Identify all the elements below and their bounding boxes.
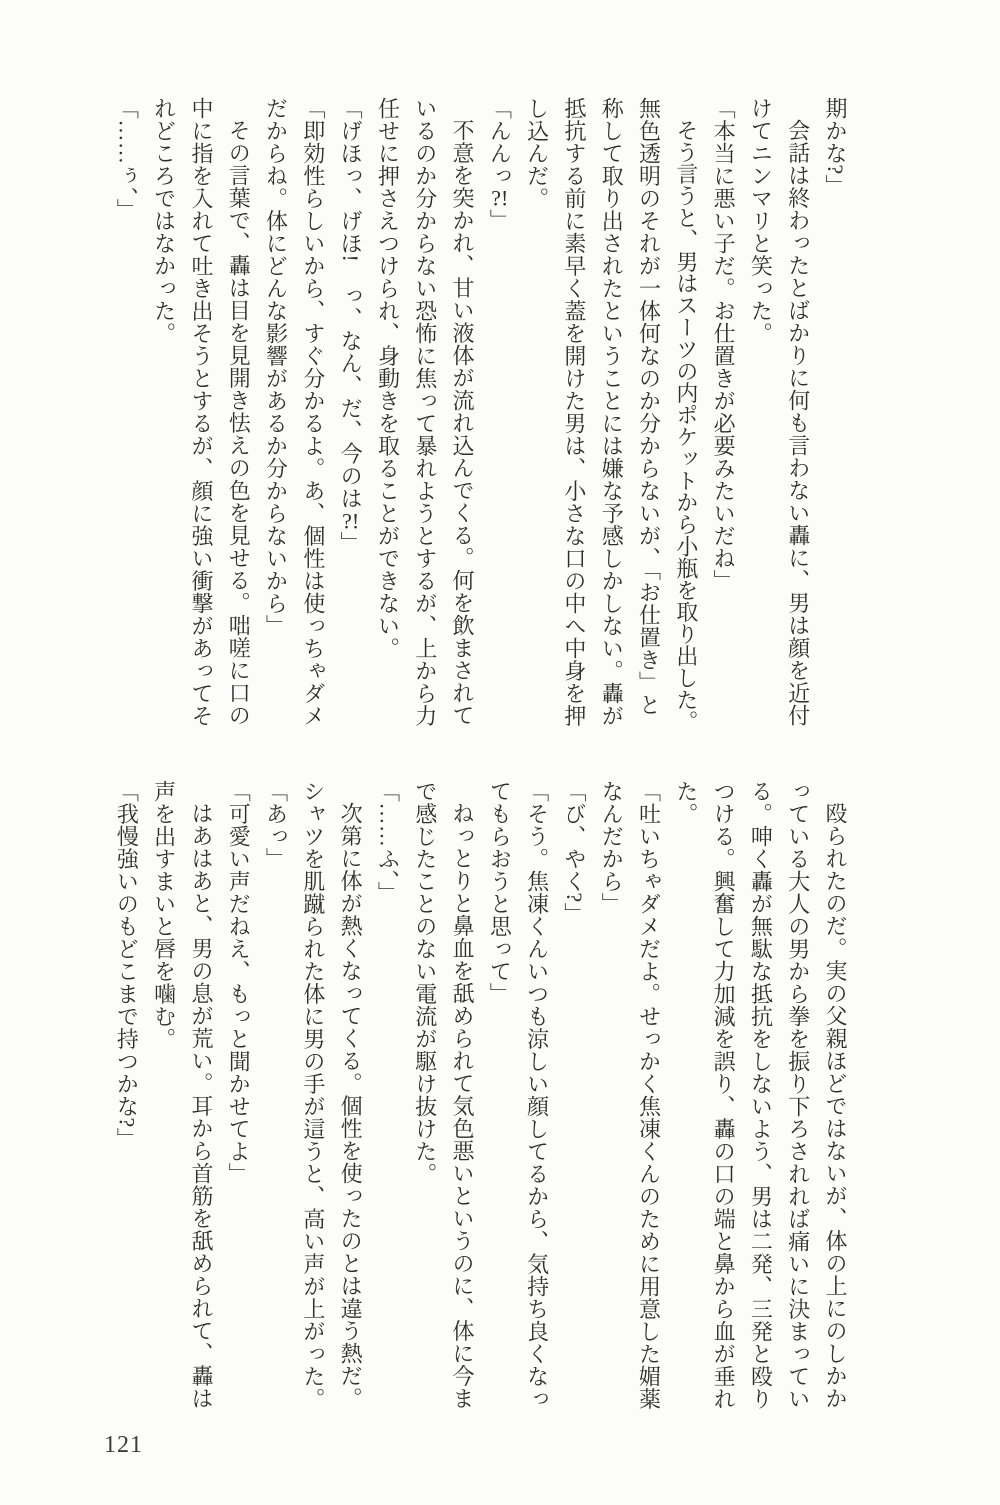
paragraph: 「本当に悪い子だ。お仕置きが必要みたいだね」 — [711, 97, 737, 592]
paragraph: 「げほっ、げほ! っ、なん、だ、今のは?!」 — [338, 97, 364, 555]
tatechuyoko-punctuation: ?! — [491, 187, 509, 209]
paragraph: 無色透明のそれが一体何なのか分からないが、「お仕置き」と称して取り出されたということには嫌な予感しかしない。轟が抵抗する前に素早く蓋を開けた男は、小さな口の中へ中身を押し込んだ。 — [524, 97, 662, 727]
paragraph: 殴られたのだ。実の父親ほどではないが、体の上にのしかかっている大人の男から拳を振り下ろされれば痛いに決まっている。呻く轟が無駄な抵抗をしないよう、男は二発、三発と殴りつける。興奮して力加減を誤り、轟の口の端と鼻から血が垂れた。 — [673, 780, 848, 1410]
paragraph: はあはあと、男の息が荒い。耳から首筋を舐められて、轟は声を出すまいと唇を噛む。 — [151, 780, 214, 1410]
paragraph: 「吐いちゃダメだよ。せっかく焦凍くんのために用意した媚薬なんだから」 — [599, 780, 662, 1410]
tatechuyoko-punctuation: ?! — [342, 509, 360, 532]
paragraph: 「び、やく?」 — [561, 780, 587, 926]
paragraph: ねっとりと鼻血を舐められて気色悪いというのに、体に今まで感じたことのない電流が駆け抜けた。 — [412, 780, 476, 1410]
paragraph: 「……ぅ、」 — [114, 97, 140, 221]
paragraph: 「即効性らしいから、すぐ分かるよ。あ、個性は使っちゃダメだからね。体にどんな影響があるか分からないから」 — [263, 97, 326, 727]
text-block-top — [108, 97, 854, 735]
paragraph: 「んんっ?!」 — [487, 97, 513, 232]
paragraph: その言葉で、轟は目を見開き怯えの色を見せる。咄嗟に口の中に指を入れて吐き出そうとするが、顔に強い衝撃があってそれどころではなかった。 — [151, 97, 252, 727]
paragraph: 次第に体が熱くなってくる。個性を使ったのとは違う熱だ。シャツを肌蹴られた体に男の手が這うと、高い声が上がった。 — [300, 780, 364, 1410]
paragraph: 「そう。焦凍くんいつも涼しい顔してるから、気持ち良くなってもらおうと思って」 — [487, 780, 550, 1410]
text-block-bottom — [108, 780, 854, 1418]
paragraph: 「あっ」 — [263, 780, 289, 870]
paragraph: 不意を突かれ、甘い液体が流れ込んでくる。何を飲まされているのか分からない恐怖に焦って暴れようとするが、上から力任せに押さえつけられ、身動きを取ることができない。 — [375, 97, 476, 727]
paragraph: 会話は終わったとばかりに何も言わない轟に、男は顔を近付けてニンマリと笑った。 — [748, 97, 811, 727]
paragraph: 「可愛い声だねえ、もっと聞かせてよ」 — [226, 780, 252, 1185]
paragraph: 「……ふ、」 — [375, 780, 401, 904]
page-number: 121 — [104, 1432, 143, 1458]
paragraph: そう言うと、男はスーツの内ポケットから小瓶を取り出した。 — [673, 119, 699, 733]
paragraph: 期かな?」 — [823, 97, 848, 198]
paragraph: 「我慢強いのもどこまで持つかな?」 — [114, 780, 140, 1151]
